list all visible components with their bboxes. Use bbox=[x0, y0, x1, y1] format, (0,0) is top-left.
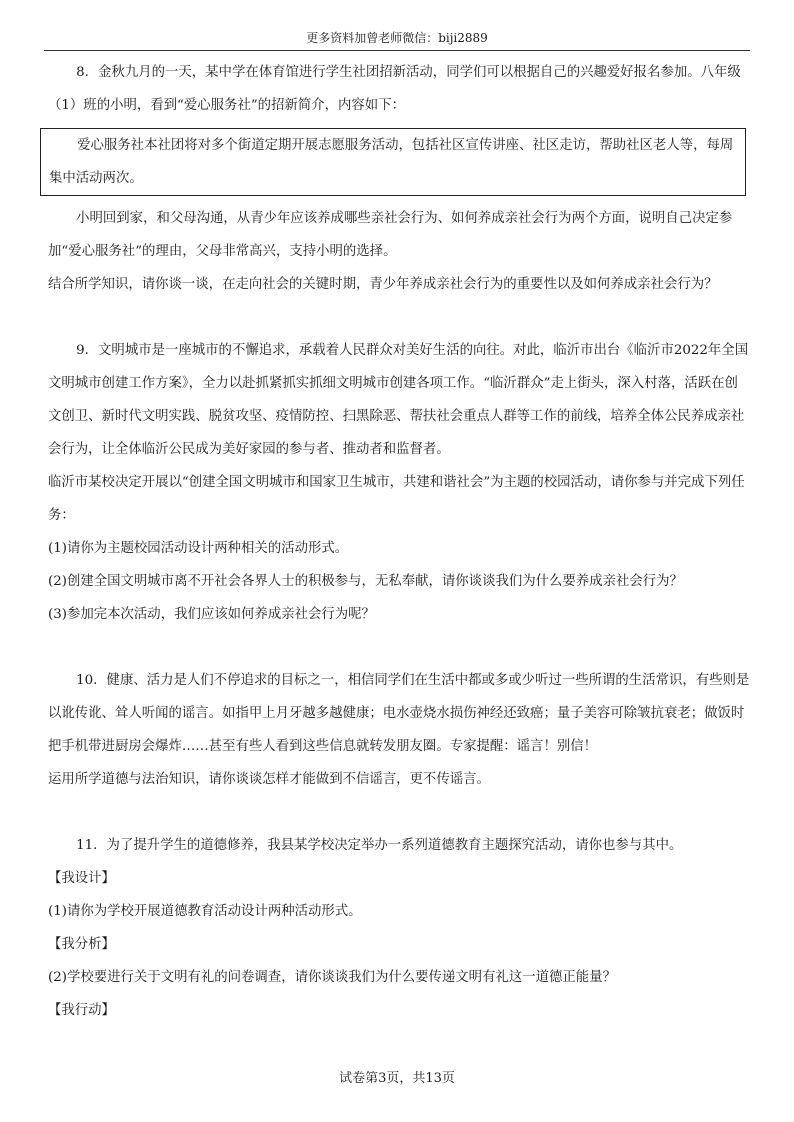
q11-intro: 11．为了提升学生的道德修养，我县某学校决定举办一系列道德教育主题探究活动，请你也参与其中。 bbox=[76, 838, 683, 853]
page-footer: 试卷第3页，共13页 bbox=[339, 1071, 455, 1086]
q11-heading-action: 【我行动】 bbox=[48, 1003, 115, 1018]
q9-task: 临沂市某校决定开展以“创建全国文明城市和国家卫生城市，共建和谐社会”为主题的校园活动，请你参与并完成下列任务： bbox=[48, 475, 745, 523]
q11-sub1: (1)请你为学校开展道德教育活动设计两种活动形式。 bbox=[48, 904, 362, 919]
q8-story: 小明回到家，和父母沟通，从青少年应该养成哪些亲社会行为、如何养成亲社会行为两个方面，说明自己决定参加“爱心服务社”的理由，父母非常高兴，支持小明的选择。 bbox=[48, 211, 733, 259]
q10-question: 运用所学道德与法治知识，请你谈谈怎样才能做到不信谣言，更不传谣言。 bbox=[48, 772, 490, 787]
question-11 bbox=[48, 829, 750, 1027]
q11-sub2: (2)学校要进行关于文明有礼的问卷调查，请你谈谈我们为什么要传递文明有礼这一道德正能量？ bbox=[48, 970, 616, 985]
question-8 bbox=[48, 56, 750, 301]
exam-page-body bbox=[48, 56, 750, 1027]
q8-question: 结合所学知识，请你谈一谈，在走向社会的关键时期，青少年养成亲社会行为的重要性以及如何养成亲社会行为？ bbox=[48, 277, 718, 292]
q11-heading-analyze: 【我分析】 bbox=[48, 937, 115, 952]
q8-box-text: 爱心服务社本社团将对多个街道定期开展志愿服务活动，包括社区宣传讲座、社区走访，帮助社区老人等，每周集中活动两次。 bbox=[49, 138, 734, 186]
question-9 bbox=[48, 334, 750, 631]
q8-club-intro-box bbox=[40, 128, 746, 196]
question-10 bbox=[48, 664, 750, 796]
q9-sub1: (1)请你为主题校园活动设计两种相关的活动形式。 bbox=[48, 541, 349, 556]
q11-heading-design: 【我设计】 bbox=[48, 871, 115, 886]
page-header: 更多资料加曾老师微信：biji2889 bbox=[44, 28, 750, 51]
q10-intro: 10．健康、活力是人们不停追求的目标之一，相信同学们在生活中都或多或少听过一些所谓的生活常识，有些则是以讹传讹、耸人听闻的谣言。如指甲上月牙越多越健康；电水壶烧水损伤神经还致癌；量子美容可除皱抗衰老；做饭时把手机带进厨房会爆炸……甚至有些人看到这些信息就转发朋友圈。专家提醒：谣言！别信！ bbox=[48, 673, 750, 754]
q8-intro: 8．金秋九月的一天，某中学在体育馆进行学生社团招新活动，同学们可以根据自己的兴趣爱好报名参加。八年级（1）班的小明，看到“爱心服务社”的招新简介，内容如下： bbox=[48, 65, 741, 113]
q9-sub3: (3)参加完本次活动，我们应该如何养成亲社会行为呢？ bbox=[48, 607, 375, 622]
q9-intro: 9．文明城市是一座城市的不懈追求，承载着人民群众对美好生活的向往。对此，临沂市出台《临沂市2022年全国文明城市创建工作方案》，全力以赴抓紧抓实抓细文明城市创建各项工作。“临沂群众”走上街头，深入村落，活跃在创文创卫、新时代文明实践、脱贫攻坚、疫情防控、扫黑除恶、帮扶社会重点人群等工作的前线，培养全体公民养成亲社会行为，让全体临沂公民成为美好家园的参与者、推动者和监督者。 bbox=[48, 343, 749, 457]
q9-sub2: (2)创建全国文明城市离不开社会各界人士的积极参与，无私奉献，请你谈谈我们为什么要养成亲社会行为？ bbox=[48, 574, 683, 589]
